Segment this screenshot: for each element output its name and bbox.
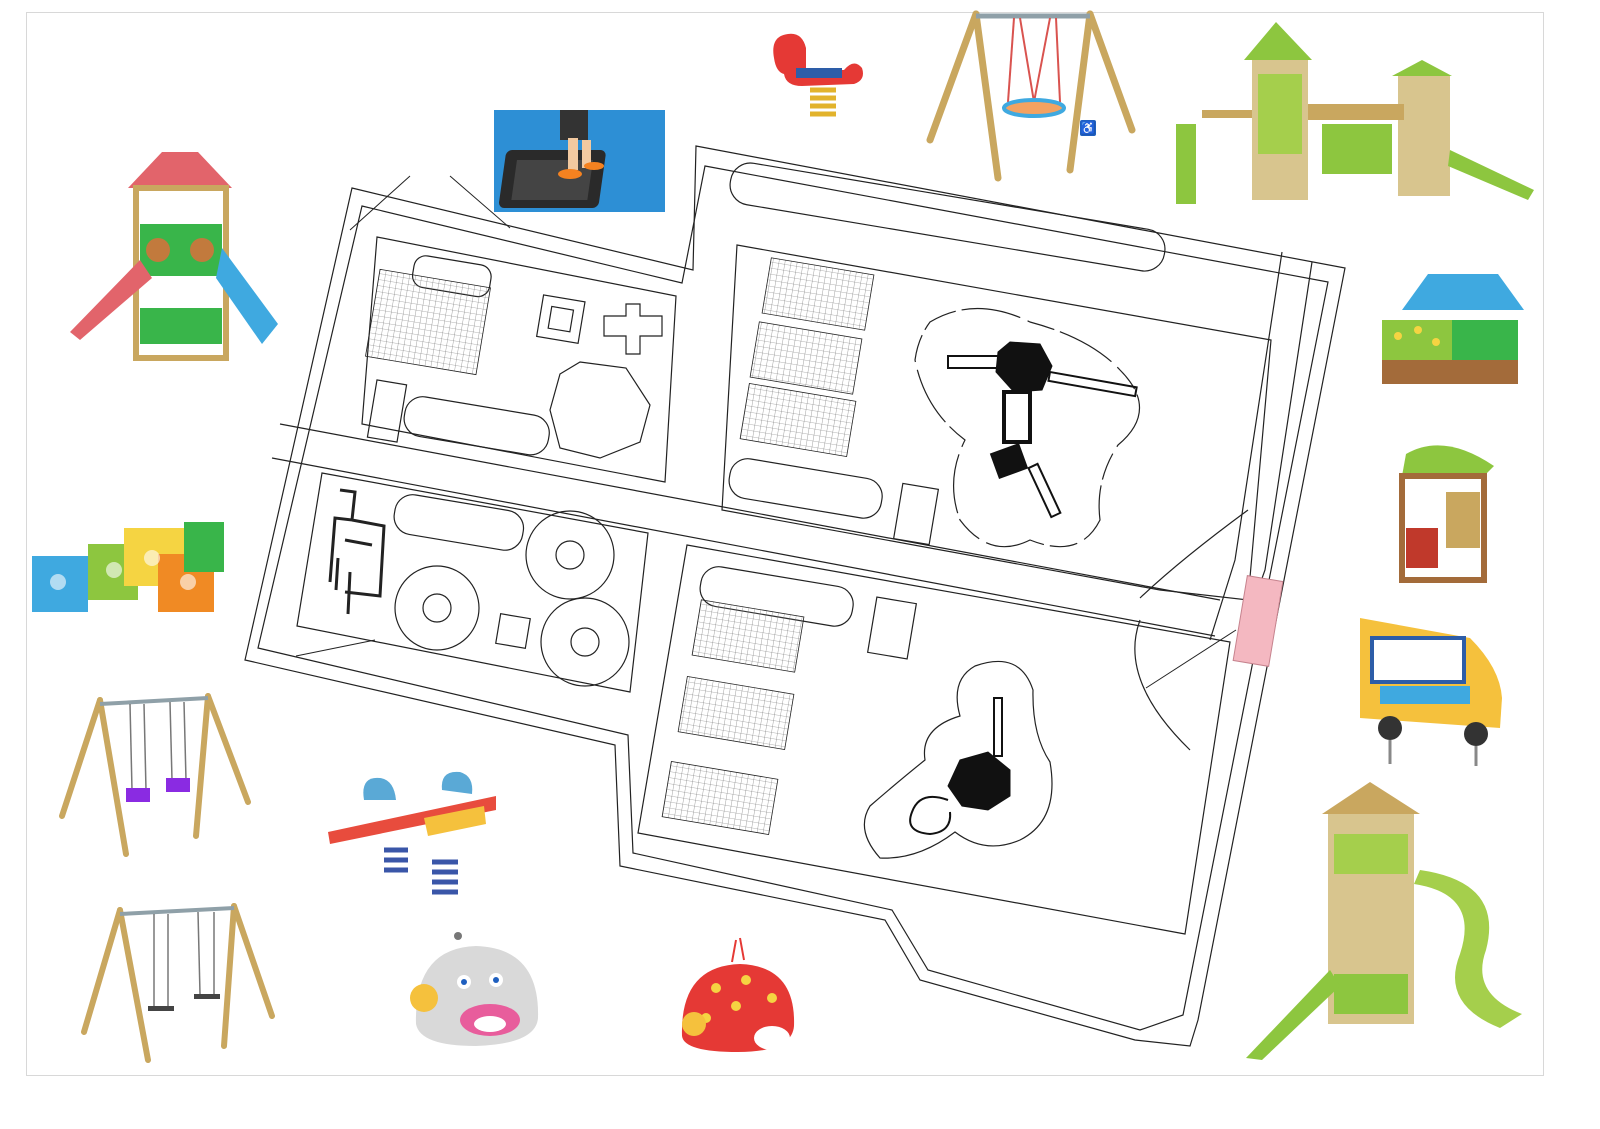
green-play-structure bbox=[1172, 14, 1536, 210]
trampoline-photo bbox=[494, 110, 665, 212]
spring-rider-circle-3 bbox=[541, 598, 629, 686]
bus-playhouse bbox=[1350, 608, 1510, 770]
arrow-bordura-left bbox=[350, 176, 410, 230]
arrow-aprox bbox=[1146, 630, 1236, 688]
bench-grid-ne-3 bbox=[740, 383, 856, 456]
ne-bridge-left bbox=[948, 356, 998, 368]
hippo-dome bbox=[406, 928, 544, 1056]
green-roof-kiosk bbox=[1388, 432, 1500, 588]
trampoline-plan-inner bbox=[548, 306, 573, 331]
se-tube-slide bbox=[910, 797, 950, 834]
plan-small-item-2 bbox=[894, 483, 939, 544]
se-tower-octagon bbox=[948, 752, 1010, 810]
double-swing-baby bbox=[56, 690, 254, 858]
se-curve bbox=[1135, 620, 1190, 750]
ne-platform bbox=[1004, 392, 1030, 442]
maze-plan bbox=[330, 490, 384, 614]
basket-swing bbox=[922, 10, 1138, 184]
alveole-shape-sw bbox=[391, 492, 526, 553]
plan-small-item-3 bbox=[868, 597, 917, 659]
wheelchair-accessible-icon: ♿ bbox=[1080, 121, 1096, 135]
double-swing-flat bbox=[80, 902, 276, 1064]
horse-seesaw bbox=[324, 770, 500, 904]
alveole-shape-ne bbox=[726, 456, 884, 521]
ne-lower-tower bbox=[990, 444, 1027, 479]
spring-rider-circle-2 bbox=[395, 566, 479, 650]
spring-rider-icon-2 bbox=[423, 594, 451, 622]
plan-small-item-5 bbox=[604, 304, 662, 354]
maze-panels bbox=[28, 518, 228, 618]
bench-grid-se-1 bbox=[692, 600, 804, 672]
ladybug-dome bbox=[676, 936, 800, 1058]
bench-grid-se-3 bbox=[662, 761, 778, 834]
bench-grid-ne-1 bbox=[762, 258, 874, 330]
se-playground-blob bbox=[864, 661, 1052, 858]
water-fountain-marker bbox=[1233, 576, 1283, 667]
ne-curve bbox=[1140, 510, 1248, 598]
ne-slide-down bbox=[1028, 464, 1060, 517]
alveole-shape-nw bbox=[401, 394, 552, 458]
plan-small-item-4 bbox=[496, 614, 531, 649]
trampoline-plan bbox=[537, 295, 585, 343]
plan-small-item-1 bbox=[367, 380, 406, 442]
green-tower-tube-slide bbox=[1240, 774, 1530, 1062]
bench-grid-se-2 bbox=[678, 676, 794, 749]
bench-grid-nw bbox=[366, 269, 491, 374]
tower-slide-red bbox=[66, 148, 282, 376]
spring-rider-icon-1 bbox=[556, 541, 584, 569]
blue-roof-playhouse bbox=[1378, 270, 1528, 390]
se-slide-up bbox=[994, 698, 1002, 756]
arrow-bordura-bottom bbox=[296, 640, 375, 656]
spring-rider-icon-3 bbox=[571, 628, 599, 656]
horse-spring-rider bbox=[762, 28, 870, 128]
spring-rider-circle-1 bbox=[526, 511, 614, 599]
bench-grid-ne-2 bbox=[750, 322, 862, 394]
ne-tower-octagon bbox=[996, 342, 1052, 392]
sandbox-octagon bbox=[550, 362, 650, 458]
asphalt-alley bbox=[272, 424, 1220, 636]
ne-slide-right bbox=[1048, 372, 1136, 396]
